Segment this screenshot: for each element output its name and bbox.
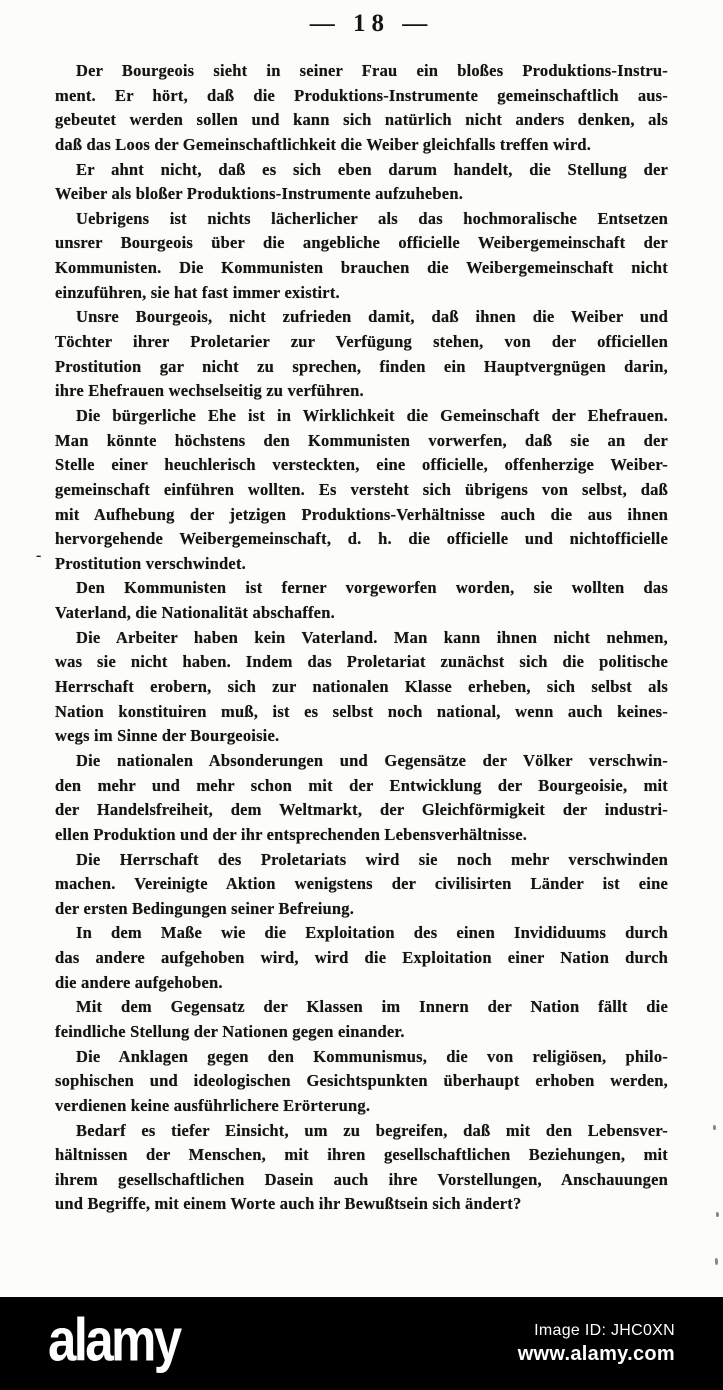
alamy-logo: alamy — [48, 1306, 180, 1374]
text-line: ihrem gesellschaftlichen Dasein auch ihre Vorstellungen, Anschauungen — [55, 1169, 668, 1189]
paragraph — [55, 749, 668, 848]
text-line: gemeinschaft einführen wollten. Es versteht sich übrigens von selbst, daß — [55, 479, 668, 499]
scan-speck — [716, 1212, 719, 1217]
body-text — [55, 59, 668, 1217]
paragraph — [55, 576, 668, 625]
text-line: Den Kommunisten ist ferner vorgeworfen worden, sie wollten das — [76, 578, 668, 598]
text-line: ihre Ehefrauen wechselseitig zu verführen. — [55, 381, 364, 401]
scan-speck — [713, 1125, 716, 1130]
text-line: Uebrigens ist nichts lächerlicher als das hochmoralische Entsetzen — [76, 208, 668, 228]
paragraph — [55, 207, 668, 306]
watermark-bar — [0, 1297, 723, 1390]
text-line: Prostitution gar nicht zu sprechen, finden ein Hauptvergnügen darin, — [55, 356, 668, 376]
text-line: einzuführen, sie hat fast immer existirt. — [55, 282, 340, 302]
text-line: hältnissen der Menschen, mit ihren gesellschaftlichen Beziehungen, mit — [55, 1145, 668, 1165]
paragraph — [55, 305, 668, 404]
text-line: was sie nicht haben. Indem das Proletariat zunächst sich die politische — [55, 652, 668, 672]
page-number: — 18 — — [309, 10, 434, 37]
text-line: Die Anklagen gegen den Kommunismus, die von religiösen, philo- — [76, 1046, 668, 1066]
image-id-label: Image ID: JHC0XN — [534, 1321, 675, 1339]
text-line: Kommunisten. Die Kommunisten brauchen die Weibergemeinschaft nicht — [55, 258, 668, 278]
text-line: Er ahnt nicht, daß es sich eben darum handelt, die Stellung der — [76, 159, 668, 179]
text-line: Der Bourgeois sieht in seiner Frau ein bloßes Produktions-Instru- — [76, 61, 668, 80]
paragraph — [55, 1119, 668, 1218]
text-line: den mehr und mehr schon mit der Entwicklung der Bourgeoisie, mit — [55, 775, 668, 795]
text-line: unsrer Bourgeois über die angebliche officielle Weibergemeinschaft der — [55, 233, 668, 253]
scan-speck — [715, 1258, 718, 1265]
text-line: Stelle einer heuchlerisch versteckten, eine officielle, offenherzige Weiber- — [55, 455, 668, 475]
text-line: feindliche Stellung der Nationen gegen einander. — [55, 1021, 405, 1041]
paragraph — [55, 995, 668, 1044]
text-line: Mit dem Gegensatz der Klassen im Innern der Nation fällt die — [76, 997, 668, 1017]
text-line: Vaterland, die Nationalität abschaffen. — [55, 603, 335, 623]
margin-stray-mark: - — [36, 547, 42, 564]
paragraph — [55, 404, 668, 576]
text-line: Die Herrschaft des Proletariats wird sie noch mehr verschwinden — [76, 849, 668, 869]
text-line: machen. Vereinigte Aktion wenigstens der civilisirten Länder ist eine — [55, 874, 668, 894]
text-line: Herrschaft erobern, sich zur nationalen Klasse erheben, sich selbst als — [55, 677, 668, 697]
text-line: Man könnte höchstens den Kommunisten vorwerfen, daß sie an der — [55, 430, 668, 450]
watermark-info — [518, 1322, 675, 1366]
text-line: hervorgehende Weibergemeinschaft, d. h. die officielle und nichtofficielle — [55, 529, 668, 549]
text-line: mit Aufhebung der jetzigen Produktions-Verhältnisse auch die aus ihnen — [55, 504, 668, 524]
text-line: ment. Er hört, daß die Produktions-Instrumente gemeinschaftlich aus- — [55, 85, 668, 105]
text-line: Die bürgerliche Ehe ist in Wirklichkeit die Gemeinschaft der Ehefrauen. — [76, 405, 668, 425]
paragraph — [55, 59, 668, 158]
text-line: und Begriffe, mit einem Worte auch ihr Bewußtsein sich ändert? — [55, 1194, 522, 1214]
text-line: die andere aufgehoben. — [55, 972, 223, 992]
text-line: gebeutet werden sollen und kann sich natürlich nicht anders denken, als — [55, 110, 668, 130]
text-line: sophischen und ideologischen Gesichtspunkten überhaupt erhoben werden, — [55, 1071, 668, 1091]
text-line: verdienen keine ausführlichere Erörterung. — [55, 1095, 371, 1115]
text-line: der ersten Bedingungen seiner Befreiung. — [55, 898, 355, 918]
text-line: Die nationalen Absonderungen und Gegensätze der Völker verschwin- — [76, 750, 668, 770]
text-line: der Handelsfreiheit, dem Weltmarkt, der Gleichförmigkeit der industri- — [55, 800, 668, 820]
text-line: das andere aufgehoben wird, wird die Exploitation einer Nation durch — [55, 948, 668, 968]
paragraph — [55, 1045, 668, 1119]
text-line: ellen Produktion und der ihr entsprechenden Lebensverhältnisse. — [55, 824, 528, 844]
paragraph — [55, 626, 668, 749]
paragraph — [55, 848, 668, 922]
text-line: Nation konstituiren muß, ist es selbst noch national, wenn auch keines- — [55, 701, 668, 721]
text-line: Prostitution verschwindet. — [55, 553, 246, 573]
text-line: Töchter ihrer Proletarier zur Verfügung stehen, von der officiellen — [55, 332, 668, 352]
text-line: In dem Maße wie die Exploitation des einen Invididuums durch — [76, 923, 668, 943]
text-line: Die Arbeiter haben kein Vaterland. Man kann ihnen nicht nehmen, — [76, 627, 668, 647]
paragraph — [55, 158, 668, 207]
text-line: wegs im Sinne der Bourgeoisie. — [55, 726, 280, 746]
text-line: Unsre Bourgeois, nicht zufrieden damit, daß ihnen die Weiber und — [76, 307, 668, 327]
text-line: daß das Loos der Gemeinschaftlichkeit die Weiber gleichfalls treffen wird. — [55, 134, 592, 154]
text-line: Weiber als bloßer Produktions-Instrumente aufzuheben. — [55, 184, 464, 204]
paragraph — [55, 921, 668, 995]
alamy-url: www.alamy.com — [517, 1342, 675, 1365]
text-line: Bedarf es tiefer Einsicht, um zu begreifen, daß mit den Lebensver- — [76, 1120, 668, 1140]
